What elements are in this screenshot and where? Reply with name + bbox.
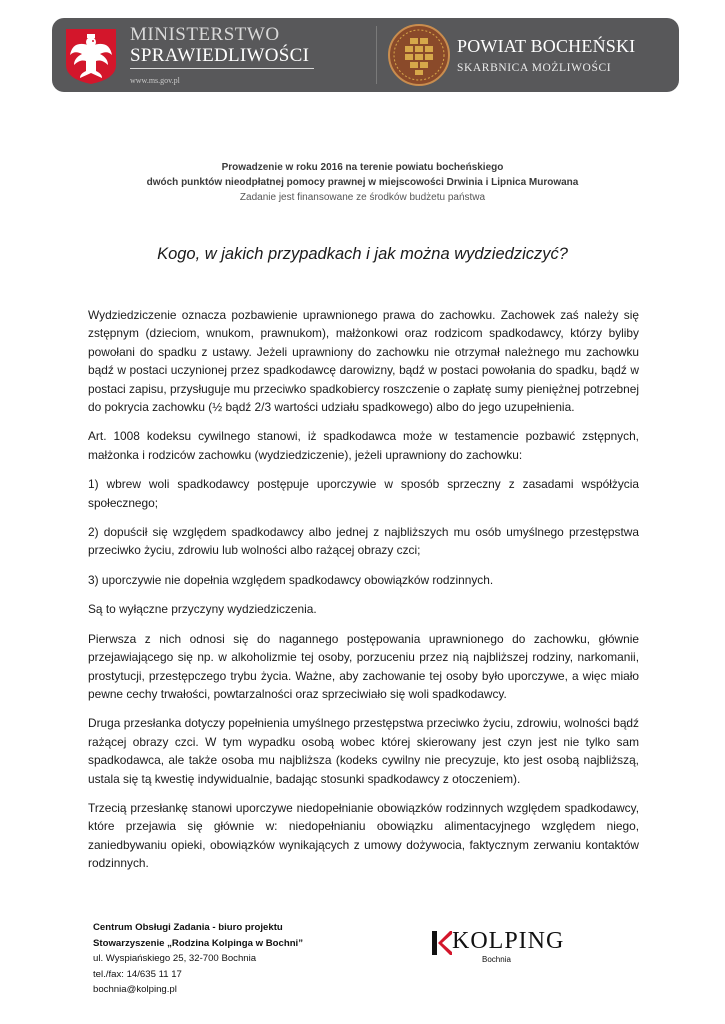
powiat-subtitle: SKARBNICA MOŻLIWOŚCI: [457, 62, 612, 74]
paragraph-reason-3: 3) uporczywie nie dopełnia względem spadkodawcy obowiązków rodzinnych.: [88, 572, 494, 587]
document-title: Kogo, w jakich przypadkach i jak można wydziedziczyć?: [157, 245, 568, 263]
intro-line-3: Zadanie jest finansowane ze środków budżetu państwa: [239, 192, 486, 203]
footer-phone: tel./fax: 14/635 11 17: [93, 968, 182, 980]
footer-email: bochnia@kolping.pl: [93, 984, 177, 995]
project-intro: [0, 160, 725, 205]
intro-line-1: Prowadzenie w roku 2016 na terenie powiatu bocheńskiego: [221, 162, 504, 173]
polish-eagle-emblem-icon: [64, 27, 118, 85]
paragraph-art-1008: Art. 1008 kodeksu cywilnego stanowi, iż spadkodawca może w testamencie pozbawić zstępnych, małżonka i rodziców zachowku (wydziedziczenie), jeżeli uprawniony do zachowku:: [88, 429, 639, 462]
paragraph-second-premise: Druga przesłanka dotyczy popełnienia umyślnego przestępstwa przeciwko życiu, zdrowiu, wolności bądź rażącej obrazy czci. W tym wypadku osobą wobec której skierowany jest czyn jest nie tylko sam spadkodawca, ale także osoba mu najbliższa (kodeks cywilny nie precyzuje, kto jest osobą najbliższą, ustala się tą kwestię indywidualnie, badając stosunki spadkodawcy z otoczeniem).: [88, 716, 639, 786]
paragraph-reason-2: 2) dopuścił się względem spadkodawcy albo jednej z najbliższych mu osób umyślnego przestępstwa przeciwko życiu, zdrowiu lub wolności albo rażącej obrazy czci;: [88, 525, 639, 558]
kolping-k-mark-icon: [432, 931, 452, 955]
footer-line-2: Stowarzyszenie „Rodzina Kolpinga w Bochni”: [93, 937, 304, 949]
footer-address: ul. Wyspiańskiego 25, 32-700 Bochnia: [93, 953, 257, 964]
paragraph-exclusive-reasons: Są to wyłączne przyczyny wydziedziczenia.: [88, 602, 317, 617]
document-body: [88, 306, 639, 884]
paragraph-first-premise: Pierwsza z nich odnosi się do nagannego postępowania uprawnionego do zachowku, głównie przejawiającego się np. w alkoholizmie tej osoby, porzuceniu przez nią najbliższej rodziny, narkomanii, prostytucji, przestępczego trybu życia. Ważne, aby zachowanie tej osoby było uporczywe, a więc miało pewne cechy trwałości, powtarzalności oraz sprzeciwiało się woli spadkodawcy.: [88, 631, 639, 701]
kolping-logo: [432, 928, 572, 970]
powiat-bochenski-emblem-icon: [386, 22, 452, 88]
paragraph-definition: Wydziedziczenie oznacza pozbawienie uprawnionego prawa do zachowku. Zachowek zaś należy się zstępnym (dzieciom, wnukom, prawnukom), małżonkowi oraz rodzicom spadkodawcy, którzy byliby powołani do spadku z ustawy. Jeżeli uprawniony do zachowku nie otrzymał należnego mu zachowku bądź w postaci uczynionej przez spadkodawcę darowizny, bądź w postaci powołania do spadku, bądź w postaci zapisu, przysługuje mu przeciwko spadkobiercy roszczenie o zapłatę sumy pieniężnej potrzebnej do pokrycia zachowku (½ bądź 2/3 wartości udziału spadkowego) albo do jego uzupełnienia.: [88, 308, 639, 415]
ministry-name-line1: MINISTERSTWO: [130, 24, 280, 45]
header-banner: [52, 18, 679, 92]
kolping-wordmark: KOLPING: [452, 928, 565, 954]
paragraph-reason-1: 1) wbrew woli spadkodawcy postępuje uporczywie w sposób sprzeczny z zasadami współżycia społecznego;: [88, 477, 639, 510]
footer-line-1: Centrum Obsługi Zadania - biuro projektu: [93, 922, 283, 933]
kolping-location: Bochnia: [482, 955, 511, 964]
ministry-url: www.ms.gov.pl: [130, 76, 180, 85]
ministry-rule: [130, 68, 314, 69]
ministry-name-line2: SPRAWIEDLIWOŚCI: [130, 45, 310, 66]
intro-line-2: dwóch punktów nieodpłatnej pomocy prawnej w miejscowości Drwinia i Lipnica Murowana: [146, 177, 579, 188]
powiat-title: POWIAT BOCHEŃSKI: [457, 36, 636, 56]
paragraph-third-premise: Trzecią przesłankę stanowi uporczywe niedopełnianie obowiązków rodzinnych względem spadkodawcy, które przejawia się głównie w: niedopełnianiu obowiązku alimentacyjnego względem niego, zaniedbywaniu opieki, obowiązków wynikających z umowy dożywocia, faktycznym zerwaniu kontaktów rodzinnych.: [88, 800, 639, 871]
footer-contact: [93, 920, 303, 998]
header-divider: [376, 26, 377, 84]
